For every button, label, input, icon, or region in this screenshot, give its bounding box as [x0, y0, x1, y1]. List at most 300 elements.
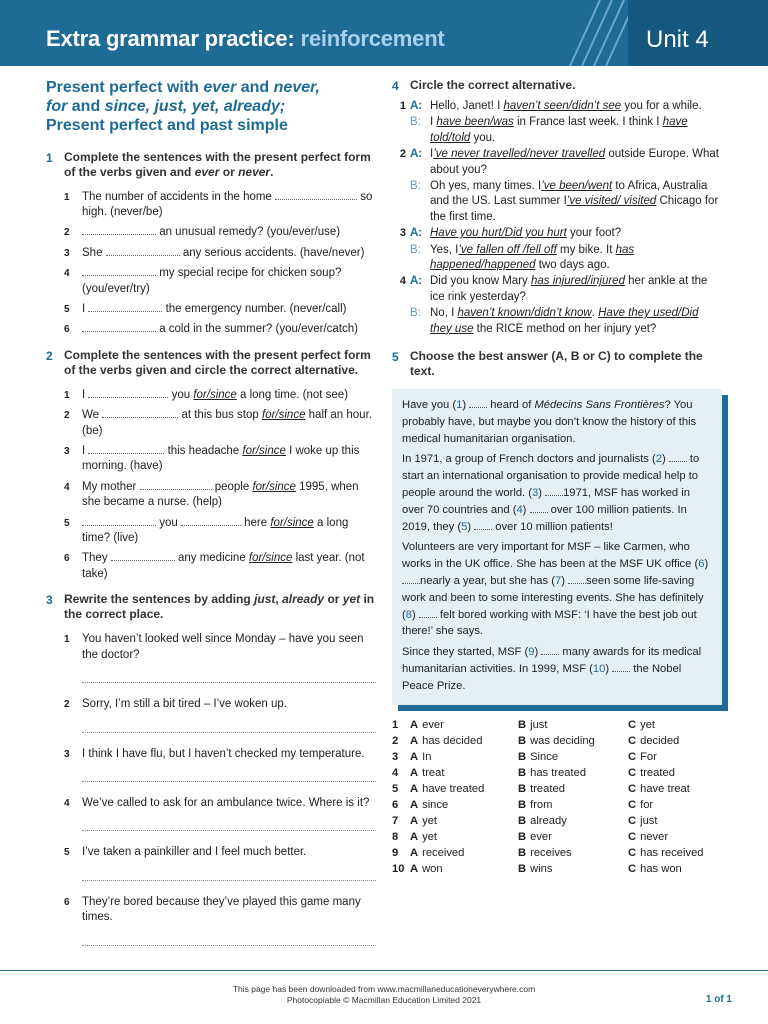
text-part: 1971, MSF has worked in over 70 countries and (: [402, 487, 690, 516]
item-number: 4: [399, 275, 406, 288]
item-number: 2: [64, 227, 70, 239]
text-part: heard of: [487, 399, 535, 412]
text-paragraph: [402, 539, 712, 640]
instr-part: Complete the sentences with the present perfect form of the verbs given and: [64, 149, 371, 179]
alternative-choice[interactable]: have been/was: [436, 116, 514, 129]
dialogue-text: my bike. It: [556, 243, 616, 256]
alternative-choice[interactable]: Have they used/Did they use: [430, 307, 699, 335]
option-text: has treated: [530, 766, 587, 779]
alternative-choice[interactable]: has injured/injured: [530, 275, 625, 288]
choice-number: 8: [392, 830, 399, 843]
alternative-choice[interactable]: has happened/happened: [430, 243, 635, 272]
choice-row: [392, 829, 722, 845]
dialogue-line: [392, 115, 722, 146]
item-number: 4: [64, 481, 70, 493]
answer-gap[interactable]: [82, 225, 156, 235]
section-title-part: and: [236, 79, 274, 96]
option-a[interactable]: [410, 717, 518, 733]
option-letter: B: [518, 750, 527, 763]
text-paragraph: [402, 644, 712, 694]
instr-part: ever: [194, 164, 220, 179]
dialogue-line: [392, 274, 722, 305]
dialogue-text: your foot?: [566, 227, 622, 240]
choice-row: [392, 845, 722, 861]
choice-number: 2: [392, 734, 399, 747]
option-letter: C: [628, 798, 637, 811]
option-letter: A: [410, 846, 419, 859]
option-a[interactable]: [410, 813, 518, 829]
answer-line[interactable]: [82, 717, 376, 733]
alternative-choice[interactable]: for/since: [252, 480, 296, 493]
section-title-part: never,: [273, 79, 320, 96]
dialogue-text: Did you know Mary: [430, 275, 531, 288]
instr-part: .: [270, 164, 274, 179]
list-item: [64, 225, 376, 240]
option-b[interactable]: [518, 861, 628, 877]
dialogue-text: Hello, Janet! I: [430, 100, 504, 112]
answer-gap[interactable]: [82, 266, 156, 276]
list-item: [64, 246, 376, 261]
option-b[interactable]: [518, 765, 628, 781]
alternative-choice[interactable]: for/since: [193, 388, 237, 401]
list-item: [64, 697, 376, 732]
answer-choices-table: [392, 717, 722, 877]
option-letter: C: [628, 814, 637, 827]
exercise-items: [64, 388, 376, 582]
answer-gap[interactable]: [419, 609, 437, 618]
option-letter: A: [410, 750, 419, 763]
section-title-part: since, just, yet, already;: [104, 98, 286, 116]
option-text: yet: [422, 830, 438, 843]
item-number: 3: [399, 227, 406, 240]
item-number: 2: [399, 148, 406, 161]
choice-number: 1: [392, 718, 399, 731]
gap-number: 8: [405, 608, 412, 621]
dialogue-text: outside Europe. What about you?: [430, 148, 719, 176]
option-c[interactable]: [628, 733, 728, 749]
text-part: ): [467, 520, 475, 533]
list-item: [64, 322, 376, 337]
speaker-label: B:: [410, 307, 421, 320]
option-text: has decided: [422, 734, 483, 747]
exercise-number: 5: [392, 350, 399, 365]
item-number: 4: [64, 268, 70, 280]
item-text: I: [82, 388, 89, 401]
text-part: over 100 million patients. In 2019, they (: [402, 503, 687, 533]
text-paragraph: [402, 451, 712, 535]
list-item: [64, 747, 376, 782]
list-item: [64, 551, 376, 582]
option-letter: B: [518, 798, 527, 811]
option-text: treated: [640, 766, 675, 779]
alternative-choice[interactable]: haven’t seen/didn’t see: [503, 100, 622, 112]
option-text: wins: [530, 862, 553, 875]
choice-row: [392, 781, 722, 797]
item-number: 6: [64, 553, 70, 565]
item-text: a cold in the summer? (you/ever/catch): [156, 323, 358, 336]
item-text: I think I have flu, but I haven’t checked my temperature.: [82, 747, 365, 760]
option-text: yet: [422, 814, 438, 827]
option-c[interactable]: [628, 749, 728, 765]
item-text: They: [82, 552, 111, 565]
option-a[interactable]: [410, 797, 518, 813]
instr-part: just: [254, 592, 276, 607]
item-text: last year. (not take): [82, 552, 365, 580]
option-a[interactable]: [410, 765, 518, 781]
item-number: 3: [64, 247, 70, 259]
option-text: since: [422, 798, 449, 811]
option-text: has won: [640, 862, 682, 875]
option-letter: A: [410, 830, 419, 843]
page-footer: [0, 984, 768, 1007]
text-part: ): [561, 575, 569, 588]
alternative-choice[interactable]: ’ve never travelled/never travelled: [433, 148, 606, 161]
alternative-choice[interactable]: for/since: [248, 552, 293, 565]
option-text: just: [530, 718, 548, 731]
option-a[interactable]: [410, 861, 518, 877]
option-text: ever: [530, 830, 552, 843]
item-text: half an hour. (be): [82, 409, 372, 437]
reading-text-box: [392, 389, 722, 705]
answer-gap[interactable]: [474, 521, 492, 530]
answer-gap[interactable]: [82, 516, 156, 526]
item-number: 2: [64, 699, 70, 711]
option-c[interactable]: [628, 813, 728, 829]
option-letter: A: [410, 766, 419, 779]
list-item: [64, 266, 376, 297]
alternative-choice[interactable]: for/since: [242, 445, 286, 458]
alternative-choice[interactable]: ’ve been/went: [541, 180, 613, 193]
dialogue-text: Yes, I: [430, 243, 459, 256]
item-text: You haven’t looked well since Monday – have you seen the doctor?: [82, 633, 364, 661]
speaker-label: B:: [410, 243, 421, 256]
instr-part: Rewrite the sentences by adding: [64, 592, 255, 607]
dialogue-text: in France last week. I think I: [513, 116, 663, 129]
dialogue-line: [392, 243, 722, 274]
exercise-1: [46, 150, 376, 338]
option-b[interactable]: [518, 845, 628, 861]
answer-line[interactable]: [82, 815, 376, 831]
option-letter: C: [628, 782, 637, 795]
alternative-choice[interactable]: ’ve fallen off /fell off: [458, 243, 557, 256]
dialogue-list: [392, 99, 722, 337]
gap-number: 5: [461, 520, 468, 533]
list-item: [64, 408, 376, 439]
option-c[interactable]: [628, 861, 728, 877]
option-a[interactable]: [410, 733, 518, 749]
option-text: decided: [640, 734, 680, 747]
option-letter: B: [518, 846, 527, 859]
exercise-items: [64, 632, 376, 945]
answer-gap[interactable]: [275, 190, 357, 200]
choice-row: [392, 749, 722, 765]
answer-gap[interactable]: [612, 663, 630, 672]
text-part: the Nobel Peace Prize.: [402, 663, 682, 692]
alternative-choice[interactable]: Have you hurt/Did you hurt: [430, 227, 567, 240]
option-text: Since: [530, 750, 559, 763]
answer-gap[interactable]: [82, 322, 156, 332]
text-part: Volunteers are very important for MSF – like Carmen, who works in the UK office. She has been at the MSF UK office (: [402, 541, 699, 571]
exercise-2: [46, 348, 376, 582]
option-letter: C: [628, 718, 637, 731]
item-number: 6: [64, 896, 70, 908]
option-text: was deciding: [530, 734, 595, 747]
answer-gap[interactable]: [669, 453, 687, 462]
answer-gap[interactable]: [181, 516, 241, 526]
text-part: ): [661, 453, 669, 466]
option-a[interactable]: [410, 845, 518, 861]
option-b[interactable]: [518, 813, 628, 829]
list-item: [64, 388, 376, 403]
dialogue-line: [392, 226, 722, 241]
option-text: have treat: [640, 782, 690, 795]
text-part: ): [534, 646, 542, 659]
text-part: ): [538, 487, 546, 500]
item-number: 1: [64, 634, 70, 646]
option-text: have treated: [422, 782, 485, 795]
item-number: 3: [64, 446, 70, 458]
item-text: any serious accidents. (have/never): [179, 246, 365, 259]
download-notice: This page has been downloaded from www.macmillaneducationeverywhere.com: [232, 984, 536, 994]
item-number: 4: [64, 797, 70, 809]
item-text: an unusual remedy? (you/ever/use): [156, 226, 341, 239]
text-part: felt bored working with MSF: ‘I have the best job out there!’ she says.: [402, 608, 697, 638]
answer-gap[interactable]: [140, 480, 212, 490]
answer-gap[interactable]: [102, 408, 178, 418]
option-b[interactable]: [518, 797, 628, 813]
exercise-instructions: Choose the best answer (A, B or C) to complete the text.: [410, 349, 703, 379]
exercise-instructions: Complete the sentences with the present perfect form of the verbs given and circle the correct alternative.: [64, 347, 371, 377]
dialogue-line: [392, 306, 722, 337]
option-c[interactable]: [628, 845, 728, 861]
option-text: yet: [640, 718, 656, 731]
option-letter: B: [518, 734, 527, 747]
gap-number: 1: [456, 399, 463, 412]
choice-number: 7: [392, 814, 399, 827]
answer-gap[interactable]: [541, 646, 559, 655]
option-text: won: [422, 862, 443, 875]
answer-gap[interactable]: [88, 302, 162, 312]
option-letter: C: [628, 862, 637, 875]
exercise-items: [64, 190, 376, 338]
option-letter: B: [518, 830, 527, 843]
dialogue-text: .: [591, 307, 599, 320]
item-number: 5: [64, 847, 70, 859]
item-text: Sorry, I’m still a bit tired – I’ve woken up.: [82, 698, 287, 711]
text-part: ? You probably have, but maybe you don’t know the history of this medical humanitarian organisation.: [402, 399, 697, 445]
item-text: a long time. (not see): [236, 388, 349, 401]
item-text: you: [168, 388, 194, 401]
exercise-4: [392, 78, 722, 337]
answer-line[interactable]: [82, 766, 376, 782]
option-text: has received: [640, 846, 704, 859]
alternative-choice[interactable]: for/since: [262, 409, 306, 422]
dialogue-text: Oh yes, many times. I: [430, 180, 542, 193]
item-text: here: [240, 516, 271, 529]
option-b[interactable]: [518, 717, 628, 733]
item-text: any medicine: [174, 552, 249, 565]
item-text: The number of accidents in the home: [82, 190, 276, 203]
section-title-part: ever: [203, 79, 237, 96]
list-item: [64, 796, 376, 831]
alternative-choice[interactable]: for/since: [270, 516, 314, 529]
option-b[interactable]: [518, 781, 628, 797]
item-number: 3: [64, 748, 70, 760]
item-text: people: [211, 480, 253, 493]
text-paragraph: [402, 397, 712, 447]
unit-label: Unit 4: [628, 0, 768, 66]
option-text: In: [422, 750, 432, 763]
text-part: ): [605, 663, 613, 676]
item-text: She: [82, 246, 106, 259]
option-a[interactable]: [410, 749, 518, 765]
item-text: you: [156, 516, 181, 529]
text-part: ): [411, 608, 419, 621]
answer-gap[interactable]: [530, 504, 548, 513]
exercise-number: 1: [46, 150, 53, 165]
list-item: [64, 480, 376, 511]
answer-line[interactable]: [82, 865, 376, 881]
item-number: 6: [64, 324, 70, 336]
text-part: ): [522, 503, 530, 516]
exercise-instructions: [64, 592, 376, 622]
exercise-number: 3: [46, 593, 53, 608]
option-c[interactable]: [628, 781, 728, 797]
option-b[interactable]: [518, 733, 628, 749]
worksheet-title: [46, 24, 445, 53]
exercise-5: [392, 349, 722, 379]
alternative-choice[interactable]: haven’t known/didn’t know: [457, 307, 592, 320]
left-column: [46, 78, 376, 960]
option-text: for: [640, 798, 654, 811]
gap-number: 9: [528, 646, 535, 659]
item-number: 5: [64, 517, 70, 529]
text-part: nearly a year, but she has (: [420, 575, 555, 588]
option-c[interactable]: [628, 829, 728, 845]
instr-part: ,: [275, 592, 283, 607]
item-number: 5: [64, 304, 70, 315]
option-text: just: [640, 814, 658, 827]
section-title-part: for: [46, 98, 68, 116]
instr-part: never: [238, 164, 271, 179]
option-c[interactable]: [628, 797, 728, 813]
option-b[interactable]: [518, 749, 628, 765]
option-letter: A: [410, 798, 419, 811]
choice-number: 9: [392, 846, 399, 859]
option-letter: C: [628, 830, 637, 843]
instr-part: already: [282, 592, 325, 607]
gap-number: 6: [698, 558, 705, 571]
option-text: receives: [530, 846, 572, 859]
option-text: treated: [530, 782, 565, 795]
choice-row: [392, 813, 722, 829]
option-letter: A: [410, 782, 419, 795]
dialogue-text: to Africa, Australia and the US. Last summer I: [430, 180, 708, 208]
gap-number: 10: [592, 663, 606, 676]
dialogue-text: I: [430, 116, 437, 129]
dialogue-text: Chicago for the first time.: [430, 195, 719, 223]
exercise-number: 2: [46, 348, 53, 363]
option-c[interactable]: [628, 765, 728, 781]
option-letter: B: [518, 718, 527, 731]
title-main: Extra grammar practice:: [46, 26, 295, 51]
item-text: My mother: [82, 480, 140, 493]
option-letter: B: [518, 766, 527, 779]
answer-gap[interactable]: [568, 575, 586, 584]
gap-number: 7: [554, 575, 562, 588]
option-a[interactable]: [410, 829, 518, 845]
option-letter: A: [410, 718, 419, 731]
option-text: For: [640, 750, 657, 763]
option-text: ever: [422, 718, 444, 731]
answer-gap[interactable]: [111, 551, 175, 561]
choice-number: 3: [392, 750, 399, 763]
text-part: Have you (: [402, 399, 457, 412]
instr-part: in the correct place.: [64, 592, 375, 622]
option-letter: A: [410, 814, 419, 827]
item-number: 1: [399, 100, 406, 112]
dialogue-text: I: [430, 148, 434, 161]
choice-row: [392, 797, 722, 813]
item-number: 1: [64, 191, 70, 203]
item-text: I woke up this morning. (have): [82, 445, 360, 473]
copyright-notice: Photocopiable © Macmillan Education Limited 2021: [286, 995, 482, 1006]
alternative-choice[interactable]: ’ve visited/ visited: [566, 195, 657, 208]
list-item: [64, 845, 376, 880]
answer-gap[interactable]: [402, 575, 420, 584]
list-item: [64, 895, 376, 946]
option-text: treat: [422, 766, 445, 779]
instr-part: yet: [342, 592, 361, 607]
footer-divider: [0, 970, 768, 971]
speaker-label: A:: [410, 275, 423, 288]
answer-gap[interactable]: [88, 444, 164, 454]
option-c[interactable]: [628, 717, 728, 733]
item-text: We’ve called to ask for an ambulance twice. Where is it?: [82, 796, 370, 809]
text-part: over 10 million patients!: [492, 520, 613, 533]
dialogue-text: No, I: [430, 307, 458, 320]
option-letter: B: [518, 782, 527, 795]
alternative-choice[interactable]: have told/told: [430, 116, 688, 144]
item-text: my special recipe for chicken soup? (you/ever/try): [82, 267, 342, 295]
item-text: We: [82, 409, 103, 422]
option-letter: C: [628, 750, 637, 763]
answer-gap[interactable]: [106, 246, 180, 256]
page-count: 1 of 1: [705, 994, 732, 1005]
gap-number: 2: [655, 453, 662, 466]
answer-gap[interactable]: [469, 399, 487, 408]
option-a[interactable]: [410, 781, 518, 797]
option-letter: B: [518, 862, 527, 875]
answer-gap[interactable]: [88, 388, 168, 398]
text-part: Since they started, MSF (: [402, 646, 529, 659]
text-part: seen some life-saving work and been to some interesting events. She has definitely (: [402, 575, 704, 621]
choice-number: 4: [392, 766, 399, 779]
answer-gap[interactable]: [545, 487, 563, 496]
option-b[interactable]: [518, 829, 628, 845]
choice-row: [392, 717, 722, 733]
dialogue-text: two days ago.: [535, 259, 610, 272]
item-text: I’ve taken a painkiller and I feel much better.: [82, 846, 307, 859]
page-header: [0, 0, 768, 66]
dialogue-line: [392, 99, 722, 114]
item-text: the emergency number. (never/call): [162, 303, 347, 315]
list-item: [64, 190, 376, 221]
option-text: received: [422, 846, 465, 859]
instr-part: or: [324, 592, 343, 607]
answer-line[interactable]: [82, 667, 376, 683]
answer-line[interactable]: [82, 930, 376, 946]
